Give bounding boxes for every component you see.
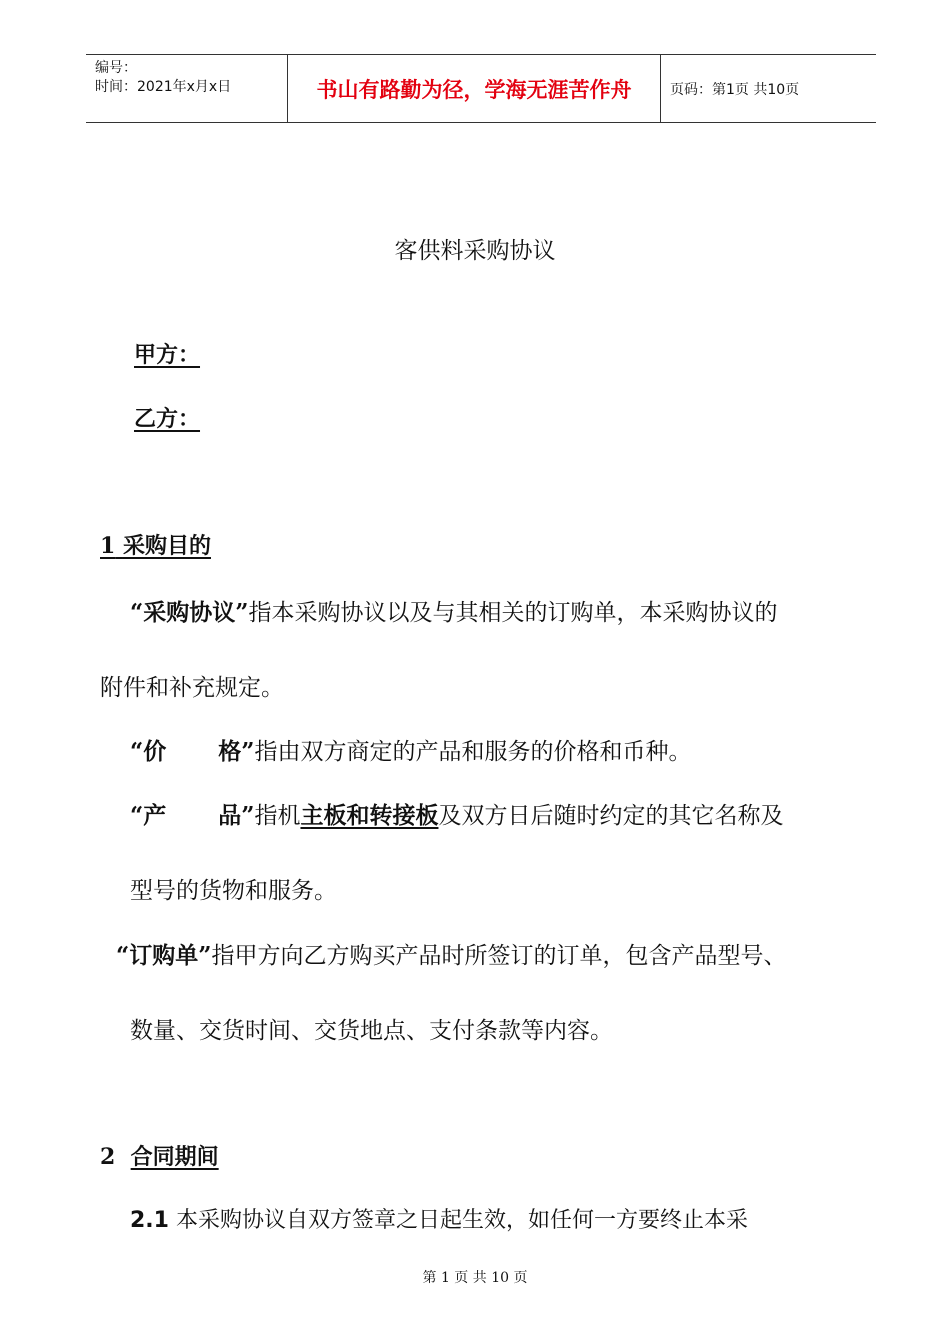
party-b-field: 乙方： <box>134 406 201 432</box>
document-title: 客供料采购协议 <box>394 238 556 264</box>
clause-2-1: 2.1 本采购协议自双方签章之日起生效，如任何一方要终止本采 <box>130 1208 748 1233</box>
definition-3-line-2: 型号的货物和服务。 <box>130 878 337 904</box>
definition-1-line-1: “采购协议”指本采购协议以及与其相关的订购单，本采购协议的 <box>130 599 778 626</box>
header-meta <box>86 55 287 122</box>
header-motto: 书山有路勤为径，学海无涯苦作舟 <box>287 55 661 122</box>
page-header <box>86 54 876 123</box>
code-label: 编号： <box>95 60 137 76</box>
definition-3-line-1: “产 品”指机主板和转接板及双方日后随时约定的其它名称及 <box>130 802 784 829</box>
section-1-title: 采购目的 <box>122 533 211 559</box>
section-2-number: 2 <box>100 1144 116 1170</box>
definition-4-line-1: “订购单”指甲方向乙方购买产品时所签订的订单，包含产品型号、 <box>116 942 787 969</box>
section-2-title: 合同期间 <box>130 1144 219 1170</box>
party-a-field: 甲方： <box>134 342 201 368</box>
page-footer: 第 1 页 共 10 页 <box>422 1270 528 1286</box>
definition-4-line-2: 数量、交货时间、交货地点、支付条款等内容。 <box>130 1018 613 1044</box>
clause-number: 2.1 <box>130 1208 169 1233</box>
section-2-heading <box>100 1140 219 1171</box>
product-name-underlined: 主板和转接板 <box>300 802 439 829</box>
section-1-heading <box>100 529 211 560</box>
definition-2: “价 格”指由双方商定的产品和服务的价格和币种。 <box>130 738 692 765</box>
section-1-number: 1 <box>100 533 116 559</box>
definition-1-line-2: 附件和补充规定。 <box>100 675 284 701</box>
header-page-label: 页码：第1页 共10页 <box>670 81 800 98</box>
definition-term: “采购协议” <box>130 599 249 626</box>
date-label: 时间：2021年x月x日 <box>95 79 232 95</box>
